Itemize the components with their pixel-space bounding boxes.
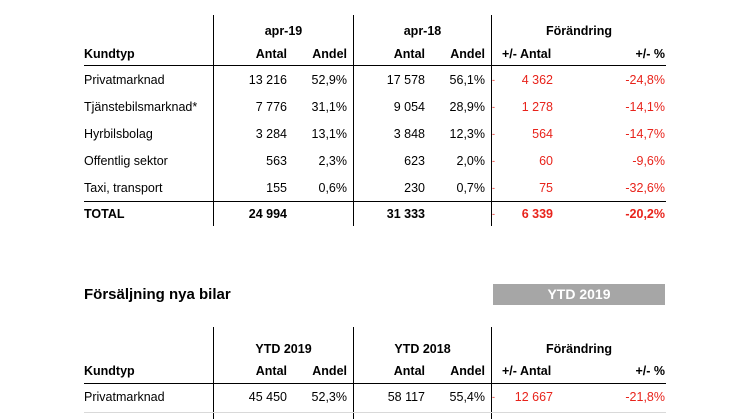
cell-pct: -24,8% (625, 73, 665, 87)
cell-diff: 4 362 (521, 73, 553, 87)
cell-kundtyp: Tjänstebilsmarknad* (84, 100, 198, 114)
cell-antal2: 3 848 (393, 127, 425, 141)
column-divider (491, 327, 492, 419)
negative-marker: - (492, 209, 495, 219)
cell-andel2: 55,4% (449, 390, 485, 404)
cell-andel1: 13,1% (311, 127, 347, 141)
row-separator (84, 412, 666, 413)
col-header-antal1: Antal (255, 364, 287, 378)
cell-diff: 75 (539, 181, 553, 195)
cell-andel1: 52,9% (311, 73, 347, 87)
negative-marker: - (492, 75, 495, 85)
cell-total-diff: 6 339 (521, 207, 553, 221)
cell-andel1: 0,6% (318, 181, 347, 195)
cell-antal1: 563 (266, 154, 287, 168)
col-header-antal2: Antal (393, 47, 425, 61)
cell-andel1: 31,1% (311, 100, 347, 114)
cell-total-antal1: 24 994 (248, 207, 287, 221)
cell-total-pct: -20,2% (625, 207, 665, 221)
negative-marker: - (492, 183, 495, 193)
cell-andel2: 56,1% (449, 73, 485, 87)
cell-antal1: 3 284 (255, 127, 287, 141)
cell-andel2: 0,7% (456, 181, 485, 195)
col-header-kundtyp: Kundtyp (84, 47, 135, 61)
group-header-period1: apr-19 (264, 24, 303, 38)
cell-total-antal2: 31 333 (386, 207, 425, 221)
cell-diff: 12 667 (514, 390, 553, 404)
cell-andel1: 52,3% (311, 390, 347, 404)
negative-marker: - (492, 156, 495, 166)
col-header-antal1: Antal (255, 47, 287, 61)
cell-pct: -14,1% (625, 100, 665, 114)
cell-kundtyp: Offentlig sektor (84, 154, 168, 168)
header-underline (84, 65, 666, 66)
cell-antal2: 230 (404, 181, 425, 195)
negative-marker: - (492, 102, 495, 112)
negative-marker: - (492, 392, 495, 402)
cell-antal1: 45 450 (248, 390, 287, 404)
total-overline (84, 201, 666, 202)
col-header-diff: +/- Antal (502, 364, 552, 378)
cell-antal2: 623 (404, 154, 425, 168)
cell-antal2: 58 117 (387, 390, 425, 404)
header-underline (84, 383, 666, 384)
cell-antal1: 7 776 (255, 100, 287, 114)
cell-pct: -21,8% (625, 390, 665, 404)
cell-pct: -9,6% (632, 154, 665, 168)
cell-kundtyp: Privatmarknad (84, 73, 165, 87)
group-header-period2: YTD 2018 (394, 342, 451, 356)
cell-kundtyp: Privatmarknad (84, 390, 165, 404)
cell-andel2: 28,9% (449, 100, 485, 114)
cell-andel1: 2,3% (318, 154, 347, 168)
cell-andel2: 2,0% (456, 154, 485, 168)
cell-antal1: 13 216 (248, 73, 287, 87)
col-header-pct: +/- % (635, 364, 665, 378)
group-header-period1: YTD 2019 (255, 342, 312, 356)
group-header-period2: apr-18 (403, 24, 442, 38)
col-header-antal2: Antal (393, 364, 425, 378)
col-header-andel1: Andel (312, 47, 347, 61)
cell-antal2: 9 054 (393, 100, 425, 114)
cell-pct: -14,7% (625, 127, 665, 141)
cell-diff: 564 (532, 127, 553, 141)
col-header-diff: +/- Antal (502, 47, 552, 61)
cell-antal1: 155 (266, 181, 287, 195)
cell-kundtyp: Hyrbilsbolag (84, 127, 153, 141)
col-header-kundtyp: Kundtyp (84, 364, 135, 378)
cell-diff: 60 (539, 154, 553, 168)
group-header-change: Förändring (546, 24, 612, 38)
section-title: Försäljning nya bilar (84, 286, 231, 303)
cell-antal2: 17 578 (386, 73, 425, 87)
cell-total-label: TOTAL (84, 207, 125, 221)
cell-diff: 1 278 (521, 100, 553, 114)
cell-andel2: 12,3% (449, 127, 485, 141)
col-header-andel2: Andel (450, 364, 485, 378)
col-header-andel1: Andel (312, 364, 347, 378)
negative-marker: - (492, 129, 495, 139)
cell-kundtyp: Taxi, transport (84, 181, 163, 195)
ytd-badge: YTD 2019 (493, 284, 665, 305)
cell-pct: -32,6% (625, 181, 665, 195)
col-header-pct: +/- % (635, 47, 665, 61)
col-header-andel2: Andel (450, 47, 485, 61)
group-header-change: Förändring (546, 342, 612, 356)
